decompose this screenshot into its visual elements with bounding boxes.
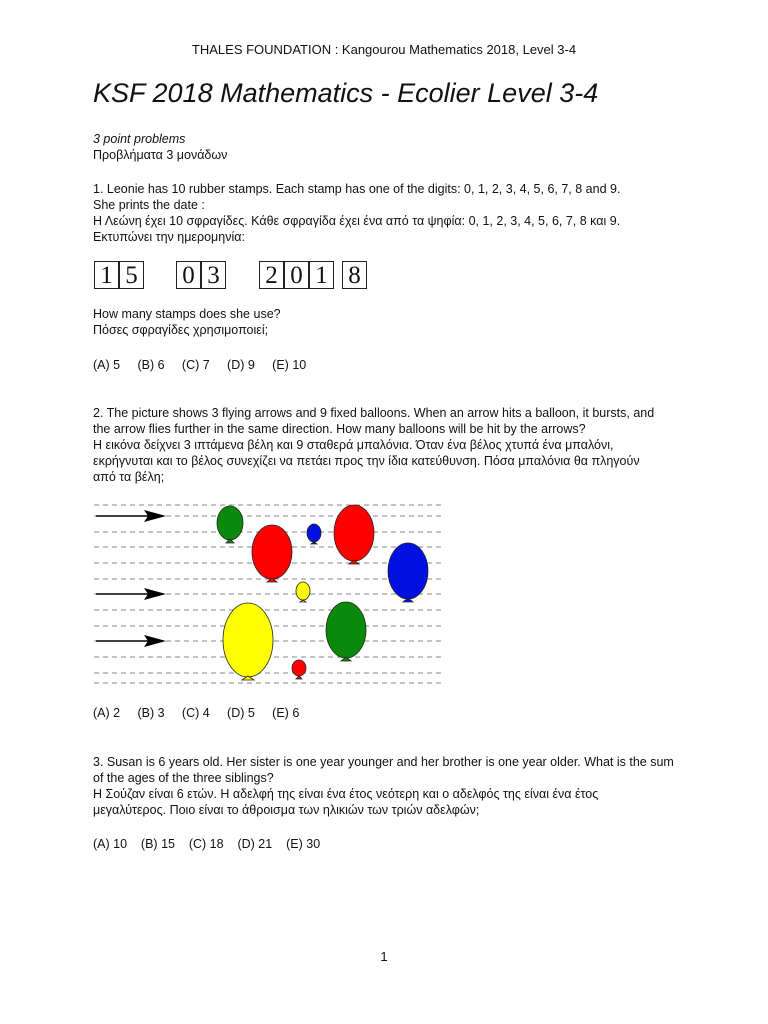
problem-1-question-gr: Πόσες σφραγίδες χρησιμοποιεί; (93, 323, 269, 337)
problem-2-gr-line-1: Η εικόνα δείχνει 3 ιπτάμενα βέλη και 9 σταθερά μπαλόνια. Όταν ένα βέλος χτυπά ένα μπαλόνι, (93, 438, 614, 452)
problem-2-gr-line-3: από τα βέλη; (93, 470, 165, 484)
page-title: KSF 2018 Mathematics - Ecolier Level 3-4 (93, 78, 599, 108)
section-title-en: 3 point problems (93, 132, 186, 146)
problem-2-text (93, 405, 703, 485)
problem-3-gr-line-1: Η Σούζαν είναι 6 ετών. Η αδελφή της είναι ένα έτος νεότερη και ο αδελφός της είναι ένα έτος (93, 787, 599, 801)
stamp-digit: 0 (176, 261, 201, 289)
problem-1-question-en: How many stamps does she use? (93, 307, 281, 321)
balloon-yellow-large (223, 603, 273, 680)
balloon-red-upper (334, 505, 374, 564)
stamp-digit: 1 (94, 261, 119, 289)
problem-1-gr-line-1: Η Λεώνη έχει 10 σφραγίδες. Κάθε σφραγίδα έχει ένα από τα ψηφία: 0, 1, 2, 3, 4, 5, 6, 7, 8 και 9. (93, 214, 621, 228)
page-header: THALES FOUNDATION : Kangourou Mathematics 2018, Level 3-4 (191, 42, 577, 57)
page-number: 1 (380, 949, 388, 964)
balloon-red-tiny (292, 660, 306, 679)
problem-1-question (93, 306, 703, 338)
problem-1-en-line-2: She prints the date : (93, 198, 205, 212)
problem-2-answers: (A) 2 (B) 3 (C) 4 (D) 5 (E) 6 (93, 706, 300, 720)
arrow-2 (96, 588, 166, 600)
problem-1-text (93, 181, 703, 245)
stamp-digit: 0 (284, 261, 309, 289)
section-heading (93, 131, 703, 163)
problem-3-en-line-2: of the ages of the three siblings? (93, 771, 274, 785)
balloon-red (252, 525, 292, 582)
problem-2-en-line-1: 2. The picture shows 3 flying arrows and 9 fixed balloons. When an arrow hits a balloon, it bursts, and (93, 406, 655, 420)
problem-3-text (93, 754, 703, 818)
problem-2-gr-line-2: εκρήγνυται και το βέλος συνεχίζει να πετάει προς την ίδια κατεύθυνση. Πόσα μπαλόνια θα πληγούν (93, 454, 640, 468)
problem-3-en-line-1: 3. Susan is 6 years old. Her sister is one year younger and her brother is one year older. What is the sum (93, 755, 674, 769)
stamp-digit: 5 (119, 261, 144, 289)
stamp-digit: 8 (342, 261, 367, 289)
balloon-green (326, 602, 366, 661)
balloon-blue (388, 543, 428, 602)
stamp-digit: 1 (309, 261, 334, 289)
balloon-green-small (217, 506, 243, 543)
arrows-balloons-figure (92, 500, 446, 686)
problem-1-answers: (A) 5 (B) 6 (C) 7 (D) 9 (E) 10 (93, 358, 307, 372)
problem-3-gr-line-2: μεγαλύτερος. Ποιο είναι το άθροισμα των ηλικιών των τριών αδελφών; (93, 803, 480, 817)
problem-3-answers: (A) 10 (B) 15 (C) 18 (D) 21 (E) 30 (93, 837, 321, 851)
stamp-digit: 3 (201, 261, 226, 289)
stamp-digit: 2 (259, 261, 284, 289)
problem-1-en-line-1: 1. Leonie has 10 rubber stamps. Each stamp has one of the digits: 0, 1, 2, 3, 4, 5, 6, 7, 8 and 9. (93, 182, 621, 196)
arrow-1 (96, 510, 166, 522)
arrow-3 (96, 635, 166, 647)
section-title-gr: Προβλήματα 3 μονάδων (93, 148, 228, 162)
balloon-blue-tiny (307, 524, 321, 544)
problem-1-gr-line-2: Εκτυπώνει την ημερομηνία: (93, 230, 245, 244)
balloon-yellow-small (296, 582, 310, 602)
problem-2-en-line-2: the arrow flies further in the same direction. How many balloons will be hit by the arrows? (93, 422, 586, 436)
